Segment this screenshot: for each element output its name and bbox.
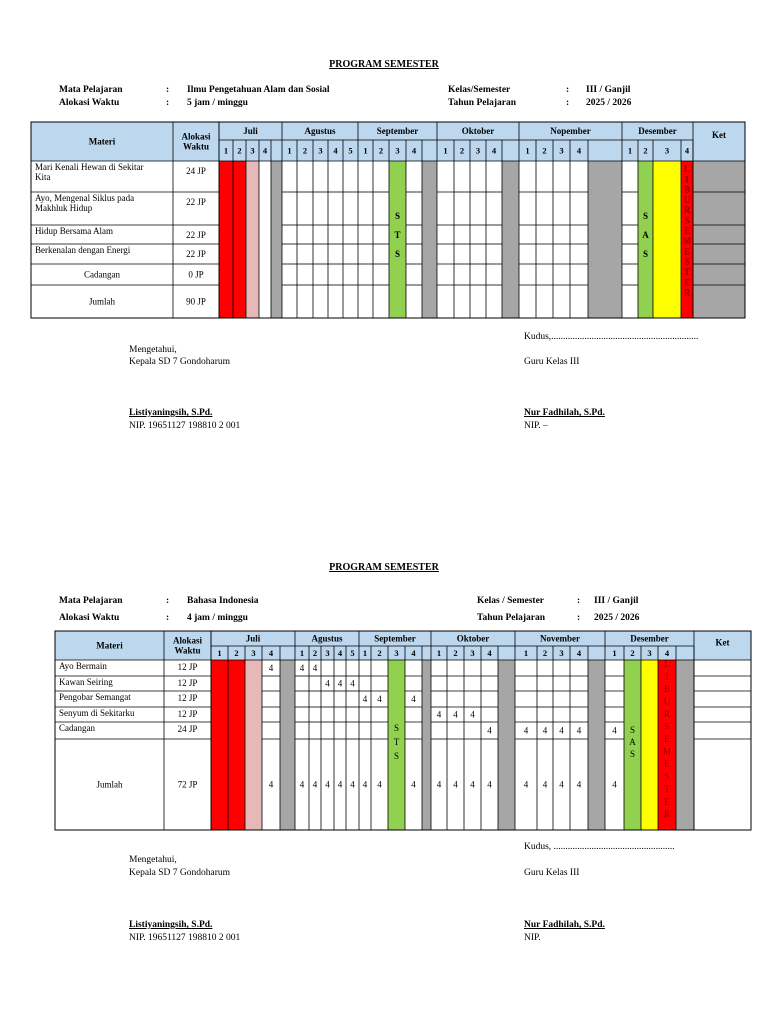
week-column-fill [498,660,515,830]
alokasi-cell: 22 JP [186,230,206,240]
week-number: 3 [251,648,256,658]
libur-text: E [664,796,670,807]
ket-header: Ket [715,637,730,648]
week-number: 2 [378,145,384,156]
week-column-fill [641,660,658,830]
week-number: 1 [287,145,292,156]
teacher-name: Nur Fadhilah, S.Pd. [524,920,605,930]
week-value: 4 [523,779,529,790]
alokasi-cell: 24 JP [177,724,198,734]
colon: : [166,596,170,606]
subject-value: Bahasa Indonesia [187,596,259,606]
week-number: 3 [325,648,330,658]
week-number: 4 [268,648,274,658]
libur-text: T [664,784,670,794]
alokasi-header: Waktu [174,645,201,656]
week-number: 2 [234,648,239,658]
year-label: Tahun Pelajaran [477,613,546,623]
alokasi-cell: 90 JP [186,296,206,307]
week-column-fill [280,660,295,830]
week-number: 4 [487,648,492,658]
month-header: Nopember [550,126,591,136]
materi-cell: Berkenalan dengan Energi [35,245,131,255]
libur-text: S [684,215,690,226]
colon: : [166,613,170,623]
week-number: 5 [348,145,353,156]
time-value: 4 jam / minggu [187,613,248,623]
week-number: 2 [542,145,547,156]
week-value: 4 [453,709,458,720]
week-number: 3 [664,145,670,156]
class-label: Kelas/Semester [448,85,511,95]
colon: : [566,98,570,108]
sas-text: S [642,211,649,221]
libur-text: B [683,184,691,195]
week-value: 4 [362,779,368,790]
principal-nip: NIP. 19651127 198810 2 001 [129,421,241,431]
libur-text: M [682,236,692,247]
week-value: 4 [612,779,617,790]
libur-text: R [683,287,691,298]
ket-header: Ket [712,130,726,140]
week-number: 2 [312,648,318,658]
sts-text: S [393,723,400,733]
week-value: 4 [362,694,368,704]
week-value: 4 [576,725,582,736]
materi-cell: Kawan Seiring [59,677,113,687]
month-header: Agustus [311,633,343,644]
week-value: 4 [350,678,355,689]
month-header: Agustus [304,126,336,136]
sas-text: S [629,725,636,735]
alokasi-cell: 12 JP [177,678,198,688]
month-header: Desember [630,633,669,644]
week-number: 1 [436,648,442,658]
teacher-nip: NIP. [524,933,541,943]
page-title: PROGRAM SEMESTER [329,562,439,573]
time-value: 5 jam / minggu [187,98,248,108]
week-value: 4 [350,779,355,790]
week-number: 3 [470,648,475,658]
sas-text: A [629,737,636,747]
class-value: III / Ganjil [594,596,639,606]
week-number: 2 [542,648,548,658]
colon: : [566,85,570,95]
week-value: 4 [436,779,442,790]
week-value: 4 [436,709,442,720]
week-number: 4 [684,145,690,156]
materi-cell: Makhluk Hidup [35,203,93,213]
colon: : [577,613,581,623]
week-number: 5 [350,648,355,658]
sts-text: S [394,249,401,259]
week-column-fill [676,660,694,830]
libur-text: I [665,671,669,682]
teacher-title: Guru Kelas III [524,868,580,878]
week-number: 1 [627,145,633,156]
week-number: 1 [443,145,448,156]
libur-text: U [683,194,691,205]
place-date: Kudus,.............................................................. [524,332,699,342]
week-number: 3 [394,648,399,658]
libur-text: R [683,205,691,216]
teacher-nip: NIP. – [524,421,548,431]
week-number: 1 [217,648,222,658]
libur-text: L [664,659,670,669]
month-header: Desember [638,126,677,136]
libur-text: B [663,684,671,694]
week-column-fill [228,660,245,830]
libur-text: E [683,225,691,236]
materi-cell: Ayo, Mengenal Siklus pada [35,193,135,203]
week-number: 3 [559,648,564,658]
class-label: Kelas / Semester [477,596,545,606]
month-header: September [376,126,419,136]
week-number: 1 [362,648,368,658]
alokasi-cell: 12 JP [177,693,198,703]
principal-nip: NIP. 19651127 198810 2 001 [129,933,241,943]
week-column-fill [245,660,262,830]
week-value: 4 [377,779,382,790]
materi-cell: Ayo Bermain [59,661,107,671]
week-number: 2 [630,648,635,658]
sas-text: S [642,249,649,259]
libur-text: S [664,721,670,732]
libur-text: L [683,164,691,174]
libur-text: E [664,759,670,769]
week-value: 4 [337,779,343,790]
materi-cell: Hidup Bersama Alam [35,226,113,236]
week-number: 4 [337,648,343,658]
principal-title: Kepala SD 7 Gondoharum [129,357,231,367]
colon: : [166,85,170,95]
time-label: Alokasi Waktu [59,613,120,623]
alokasi-header: Alokasi [181,131,211,142]
week-number: 4 [664,648,670,658]
week-number: 1 [612,648,617,658]
libur-text: E [664,734,670,744]
teacher-title: Guru Kelas III [524,357,580,367]
sts-text: S [393,751,400,761]
week-number: 4 [333,145,338,156]
week-number: 4 [411,145,417,156]
sas-text: S [629,749,636,759]
week-value: 4 [268,779,274,790]
week-value: 4 [559,779,564,790]
libur-text: R [663,709,671,719]
alokasi-cell: 24 JP [186,166,206,176]
week-number: 4 [576,648,582,658]
subject-label: Mata Pelajaran [59,596,123,606]
sts-text: T [393,737,400,747]
week-value: 4 [268,663,274,673]
week-value: 4 [377,694,382,704]
materi-cell: Cadangan [59,723,95,733]
week-number: 4 [576,145,582,156]
alokasi-cell: 0 JP [188,269,204,280]
week-number: 4 [491,145,497,156]
libur-text: I [685,174,689,185]
week-value: 4 [312,779,318,790]
alokasi-cell: 22 JP [186,197,206,207]
week-value: 4 [559,725,564,736]
libur-text: E [683,246,691,257]
sts-text: S [394,211,401,221]
week-value: 4 [411,779,416,790]
materi-cell: Jumlah [89,296,115,307]
week-value: 4 [487,779,492,790]
month-header: Oktober [456,633,490,644]
week-number: 1 [223,145,229,156]
week-number: 1 [363,145,368,156]
alokasi-header: Waktu [182,141,210,152]
week-column-fill [422,660,431,830]
week-value: 4 [612,725,617,736]
week-value: 4 [411,694,416,704]
week-value: 4 [299,663,305,673]
week-number: 3 [475,145,481,156]
week-number: 1 [299,648,305,658]
libur-text: R [663,809,671,819]
alokasi-cell: 22 JP [186,249,206,259]
week-number: 2 [302,145,308,156]
week-number: 1 [523,648,529,658]
ack-text: Mengetahui, [129,855,177,865]
week-value: 4 [576,779,582,790]
week-value: 4 [325,678,330,689]
materi-cell: Pengobar Semangat [59,692,131,702]
libur-text: T [683,267,691,277]
libur-text: E [683,277,691,288]
materi-cell: Jumlah [96,779,123,790]
ack-text: Mengetahui, [129,345,177,355]
principal-name: Listiyaningsih, S.Pd. [129,408,213,418]
week-number: 4 [262,145,268,156]
week-number: 3 [559,145,564,156]
alokasi-header: Alokasi [172,635,203,646]
week-number: 2 [377,648,382,658]
subject-label: Mata Pelajaran [59,85,123,95]
libur-text: U [663,696,671,707]
place-date: Kudus, ................................................... [524,842,675,852]
week-number: 3 [395,145,400,156]
materi-header: Materi [88,136,116,147]
week-value: 4 [312,663,318,673]
libur-text: S [684,256,690,267]
time-label: Alokasi Waktu [59,98,120,108]
week-column-fill [588,660,605,830]
materi-cell: Senyum di Sekitarku [59,708,135,718]
materi-cell: Kita [35,172,51,182]
teacher-name: Nur Fadhilah, S.Pd. [524,408,605,418]
year-value: 2025 / 2026 [594,613,640,623]
materi-header: Materi [96,640,123,651]
sts-text: T [394,230,401,240]
week-number: 4 [411,648,416,658]
libur-text: S [664,771,670,782]
subject-value: Ilmu Pengetahuan Alam dan Sosial [187,85,330,95]
month-header: Juli [243,126,258,136]
week-number: 3 [318,145,323,156]
colon: : [166,98,170,108]
month-header: Juli [245,633,261,644]
sas-text: A [642,230,649,240]
week-value: 4 [487,725,492,736]
week-number: 2 [459,145,465,156]
month-header: November [540,633,580,644]
materi-cell: Mari Kenali Hewan di Sekitar [35,162,144,172]
week-number: 2 [643,145,648,156]
principal-title: Kepala SD 7 Gondoharum [129,868,231,878]
month-header: Oktober [461,126,495,136]
libur-text: M [662,746,672,757]
week-value: 4 [325,779,330,790]
alokasi-cell: 12 JP [177,709,198,719]
ket-column-fill [694,660,751,830]
week-value: 4 [523,725,529,736]
materi-cell: Cadangan [84,269,120,280]
week-value: 4 [470,779,475,790]
week-number: 3 [250,145,255,156]
week-number: 1 [525,145,530,156]
year-value: 2025 / 2026 [586,98,632,108]
week-value: 4 [542,725,548,736]
month-header: September [374,633,416,644]
alokasi-cell: 72 JP [177,779,198,790]
week-value: 4 [470,709,475,720]
principal-name: Listiyaningsih, S.Pd. [129,920,213,930]
week-value: 4 [453,779,458,790]
page-title: PROGRAM SEMESTER [329,59,439,70]
week-value: 4 [299,779,305,790]
week-value: 4 [542,779,548,790]
week-number: 3 [647,648,652,658]
class-value: III / Ganjil [586,85,631,95]
week-value: 4 [337,678,343,689]
week-column-fill [211,660,228,830]
alokasi-cell: 12 JP [177,662,198,672]
colon: : [577,596,581,606]
week-number: 2 [453,648,458,658]
week-number: 2 [237,145,242,156]
year-label: Tahun Pelajaran [448,98,517,108]
